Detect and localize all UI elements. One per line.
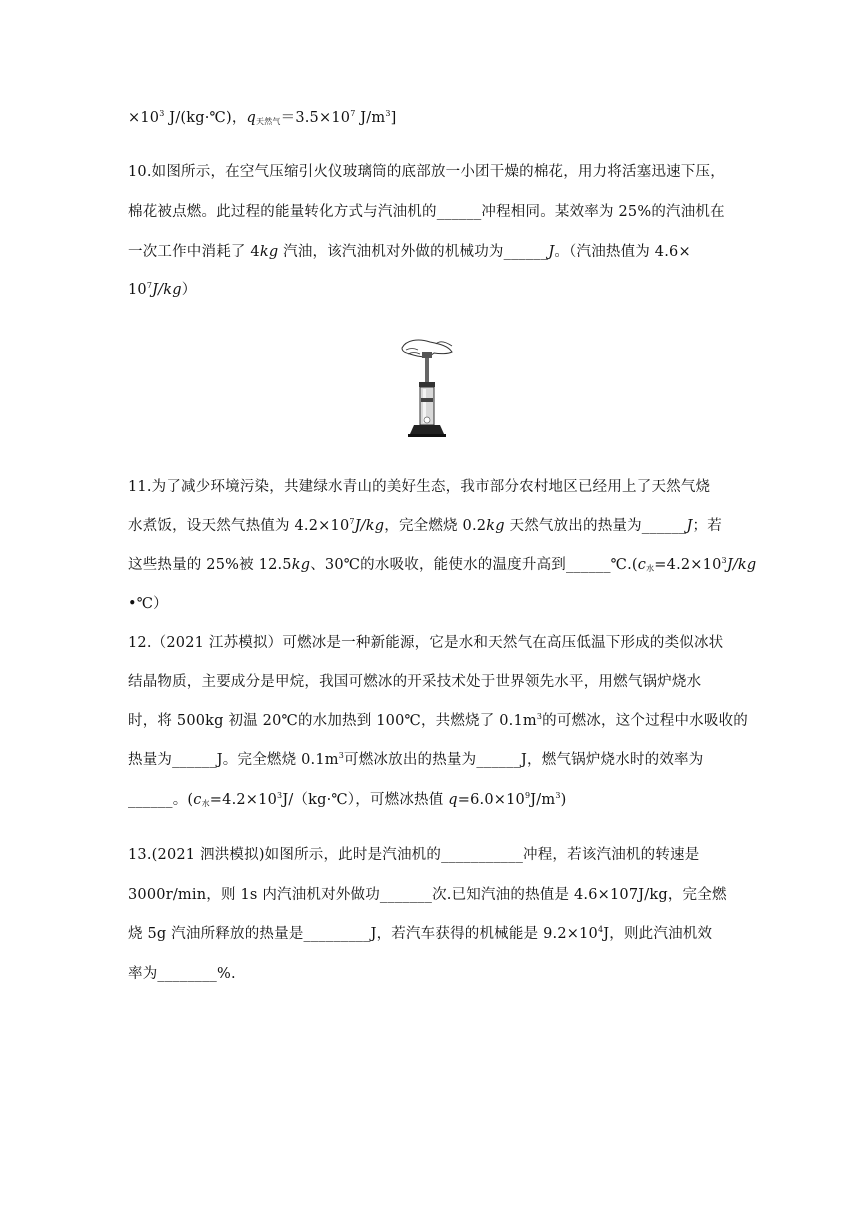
q10-line-3: 一次工作中消耗了 4kg 汽油，该汽油机对外做的机械功为______J。（汽油热值为 4.6× [128, 244, 691, 260]
q10-line-4: $10^7J/kg$） [128, 281, 197, 298]
q13-line-4: 率为________%. [128, 966, 236, 982]
q10-line-2: 棉花被点燃。此过程的能量转化方式与汽油机的______冲程相同。某效率为 25%的汽油机在 [128, 204, 725, 220]
q11-line-1: 11.为了减少环境污染，共建绿水青山的美好生态，我市部分农村地区已经用上了天然气烧 [128, 479, 711, 495]
air-compression-igniter-figure [396, 334, 458, 438]
air-compression-igniter-icon [396, 334, 458, 438]
q10-line-1: 10.如图所示，在空气压缩引火仪玻璃筒的底部放一小团干燥的棉花，用力将活塞迅速下压， [128, 164, 725, 180]
q12-line-1: 12.（2021 江苏模拟）可燃冰是一种新能源，它是水和天然气在高压低温下形成的类似冰状 [128, 635, 724, 651]
q12-line-4: 热量为______J。完全燃烧 $0.1m^3$可燃冰放出的热量为______J，燃气锅炉烧水时的效率为 [128, 751, 704, 768]
q11-line-3: 这些热量的 25%被 12.5kg、30℃的水吸收，能使水的温度升高到$\_\_\_\_\_\_℃.(c_水=4.2\times 10^3J/kg$ [128, 556, 757, 573]
q12-line-3: 时，将 500kg 初温 20℃的水加热到 100℃，共燃烧了 $0.1m^3$的可燃冰，这个过程中水吸收的 [128, 712, 748, 729]
q12-line-2: 结晶物质，主要成分是甲烷，我国可燃冰的开采技术处于世界领先水平，用燃气锅炉烧水 [128, 674, 702, 690]
q13-line-2: 3000r/min，则 1s 内汽油机对外做功_______次.已知汽油的热值是 4.6×107J/kg，完全燃 [128, 887, 727, 903]
q13-line-3: 烧 5g 汽油所释放的热量是_________J，若汽车获得的机械能是 $9.2\times 10^4J$，则此汽油机效 [128, 925, 713, 942]
q13-line-1: 13.(2021 泗洪模拟)如图所示，此时是汽油机的___________冲程，若该汽油机的转速是 [128, 847, 700, 863]
q12-line-5: ______。($c_水=4.2\times 10^3J/(kg\cdot℃)$，可燃冰热值 $q=6.0\times 10^9J/m^3$) [128, 791, 567, 808]
q11-line-2: 水煮饭，设天然气热值为 $4.2\times 10^7J/kg$，完全燃烧 0.2kg 天然气放出的热量为______J；若 [128, 517, 722, 534]
q11-line-4: •℃） [128, 596, 168, 612]
q9-tail-line-1: $\times 10^3$ J/(kg·℃)，$q_{天然气}=3.5\times 10^7$ $J/m^3$] [128, 109, 397, 126]
